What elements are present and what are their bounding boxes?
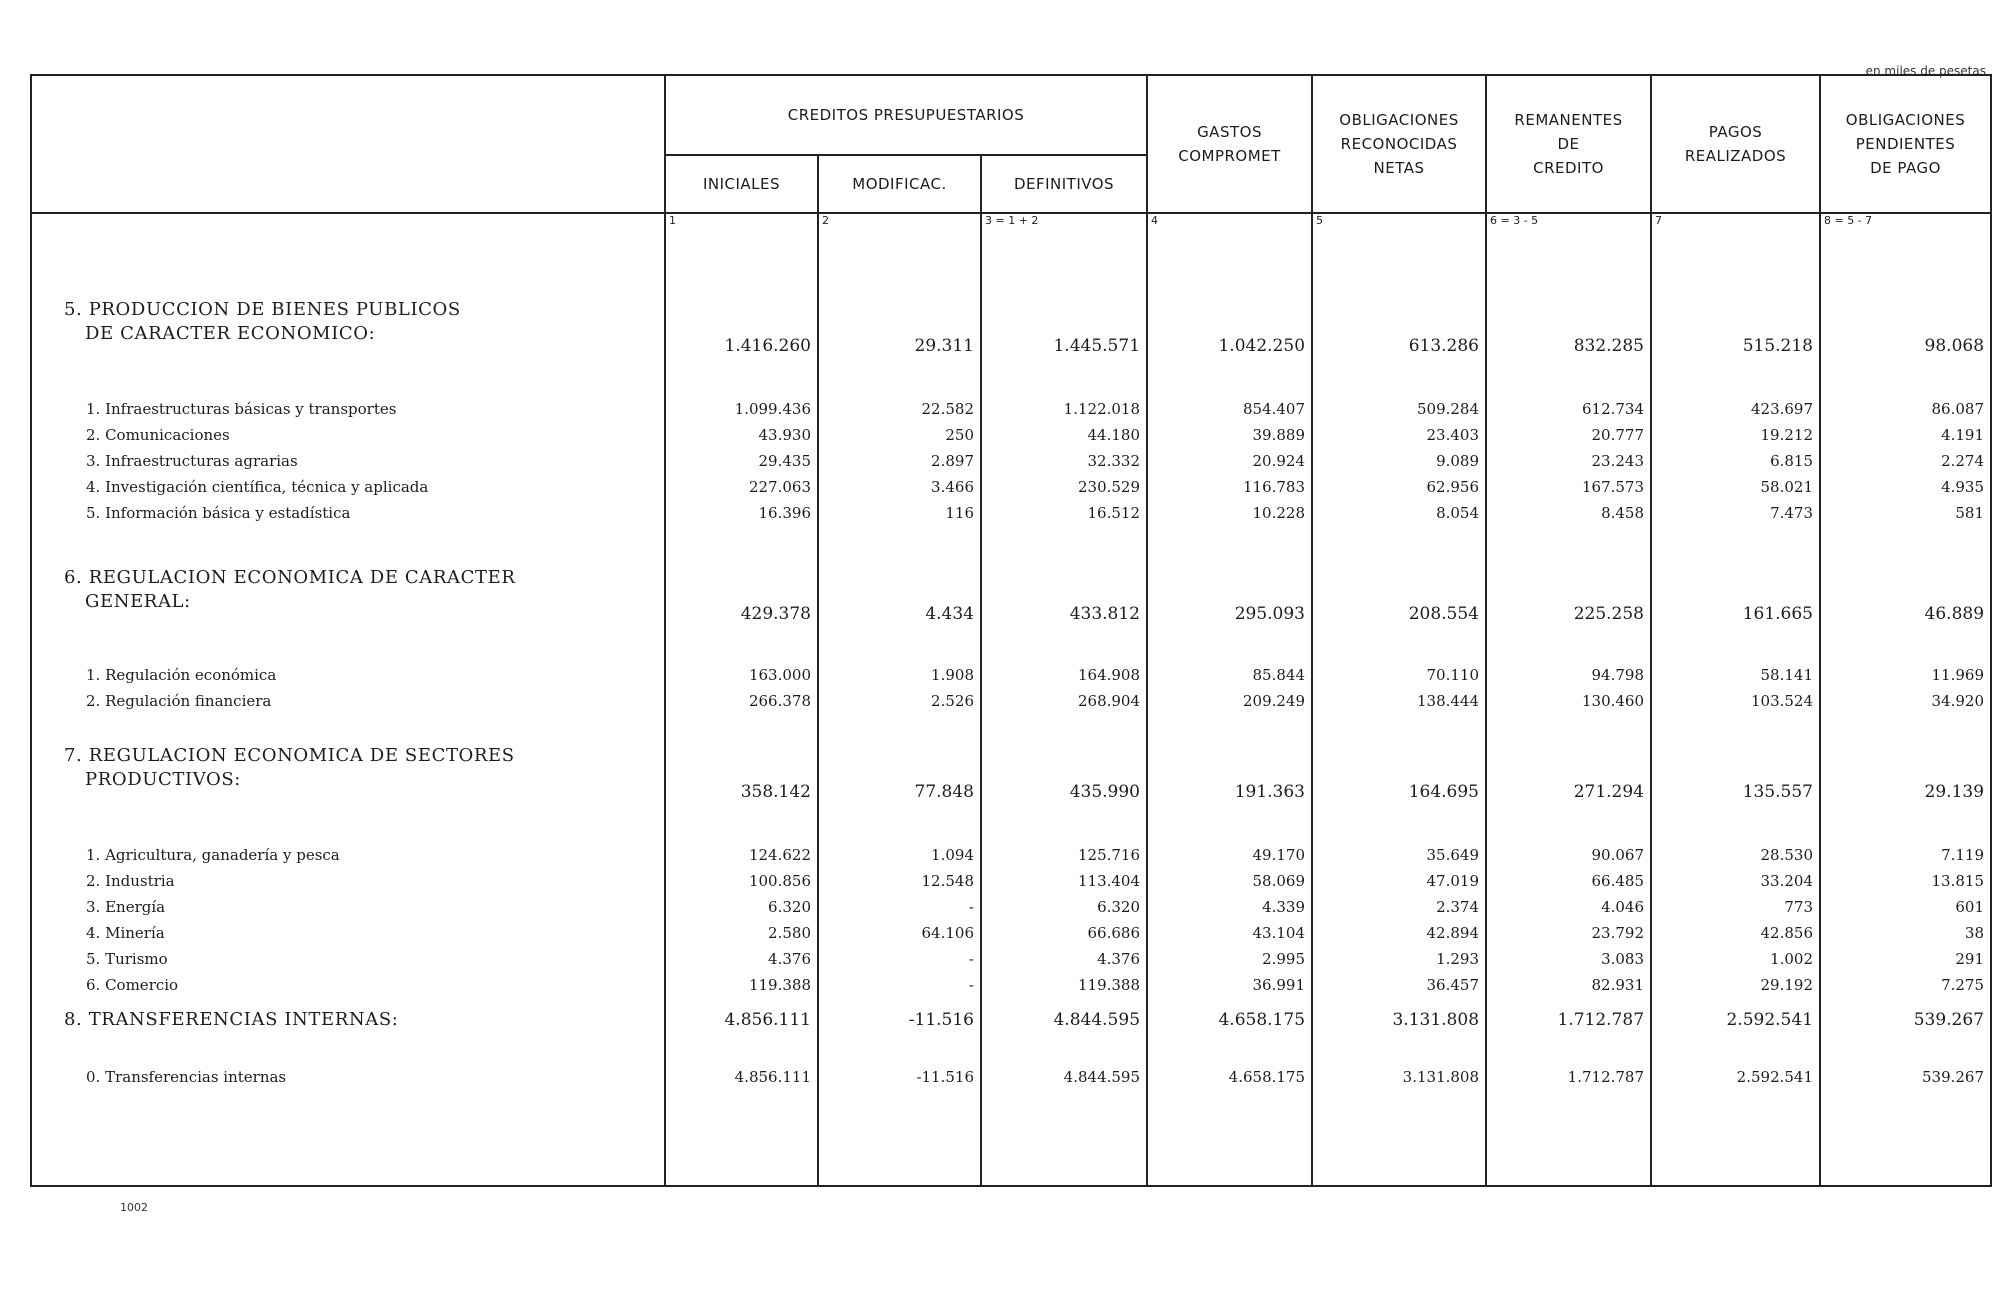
pagos-header: PAGOS REALIZADOS xyxy=(1651,75,1820,213)
item-value: 1.293 xyxy=(1436,950,1480,968)
item-value: - xyxy=(968,976,974,994)
description-column xyxy=(31,232,665,1145)
item-value: 28.530 xyxy=(1760,846,1814,864)
section-total-value: 429.378 xyxy=(740,604,811,624)
section-total-value: 225.258 xyxy=(1573,604,1645,624)
item-value: 4.658.175 xyxy=(1228,1068,1306,1086)
value-column xyxy=(1651,232,1820,1145)
item-value: 85.844 xyxy=(1252,666,1306,684)
modificac-header: MODIFICAC. xyxy=(818,155,981,213)
item-value: 43.104 xyxy=(1252,924,1306,942)
item-value: 266.378 xyxy=(748,692,811,710)
item-value: 6.815 xyxy=(1770,452,1814,470)
budget-body-row xyxy=(31,232,1991,1145)
item-value: 4.376 xyxy=(1097,950,1141,968)
description-header xyxy=(31,75,665,213)
item-value: 116.783 xyxy=(1242,478,1306,496)
item-value: 66.686 xyxy=(1087,924,1141,942)
value-column xyxy=(665,232,818,1145)
item-value: 20.924 xyxy=(1252,452,1306,470)
section-total-value: 164.695 xyxy=(1408,782,1480,802)
item-value: 7.473 xyxy=(1770,504,1814,522)
item-value: 130.460 xyxy=(1581,692,1645,710)
section-total-value: 29.139 xyxy=(1924,782,1985,802)
col-number: 4 xyxy=(1147,213,1312,232)
item-value: 230.529 xyxy=(1077,478,1141,496)
footer-code: 1002 xyxy=(120,1201,148,1214)
value-column xyxy=(818,232,981,1145)
col-number: 3 = 1 + 2 xyxy=(981,213,1147,232)
item-value: 62.956 xyxy=(1426,478,1480,496)
value-column xyxy=(1820,232,1991,1145)
item-value: 16.396 xyxy=(758,504,811,522)
section-title-line: PRODUCTIVOS: xyxy=(85,769,241,790)
item-description: 0. Transferencias internas xyxy=(86,1068,287,1086)
section-total-value: 135.557 xyxy=(1742,782,1814,802)
item-value: 125.716 xyxy=(1077,846,1141,864)
item-description: 2. Regulación financiera xyxy=(86,692,272,710)
item-value: 4.339 xyxy=(1262,898,1306,916)
item-value: 43.930 xyxy=(758,426,811,444)
item-value: - xyxy=(968,898,974,916)
item-value: 612.734 xyxy=(1581,400,1645,418)
item-value: 90.067 xyxy=(1591,846,1645,864)
item-description: 1. Infraestructuras básicas y transportes xyxy=(86,400,397,418)
item-value: 16.512 xyxy=(1087,504,1141,522)
item-value: 3.083 xyxy=(1601,950,1645,968)
iniciales-header: INICIALES xyxy=(665,155,818,213)
section-title xyxy=(32,744,515,792)
item-value: 1.122.018 xyxy=(1063,400,1141,418)
item-value: 1.099.436 xyxy=(734,400,811,418)
item-value: 113.404 xyxy=(1077,872,1141,890)
section-total-value: 98.068 xyxy=(1924,336,1985,356)
item-description: 5. Turismo xyxy=(86,950,168,968)
item-value: 20.777 xyxy=(1591,426,1645,444)
item-value: 8.054 xyxy=(1436,504,1480,522)
item-value: 119.388 xyxy=(748,976,811,994)
item-value: 9.089 xyxy=(1436,452,1480,470)
section-title-line: 5. PRODUCCION DE BIENES PUBLICOS xyxy=(64,299,461,320)
item-value: 103.524 xyxy=(1750,692,1814,710)
item-value: 167.573 xyxy=(1581,478,1645,496)
item-value: 6.320 xyxy=(768,898,811,916)
section-title-line: DE CARACTER ECONOMICO: xyxy=(85,323,376,344)
section-total-value: 191.363 xyxy=(1234,782,1306,802)
item-value: 2.995 xyxy=(1262,950,1306,968)
item-value: 227.063 xyxy=(748,478,811,496)
budget-table xyxy=(30,74,1992,1187)
item-value: 58.141 xyxy=(1760,666,1814,684)
item-value: 23.792 xyxy=(1591,924,1645,942)
section-total-value: 29.311 xyxy=(914,336,974,356)
item-value: 66.485 xyxy=(1591,872,1645,890)
item-value: 34.920 xyxy=(1931,692,1985,710)
section-total-value: 4.856.111 xyxy=(724,1010,811,1030)
section-total-value: 515.218 xyxy=(1742,336,1814,356)
section-title xyxy=(32,298,461,346)
item-value: 138.444 xyxy=(1416,692,1480,710)
section-total-value: 4.844.595 xyxy=(1053,1010,1141,1030)
section-total-value: 208.554 xyxy=(1408,604,1480,624)
section-total-value: 613.286 xyxy=(1408,336,1480,356)
item-value: 36.457 xyxy=(1426,976,1480,994)
definitivos-header: DEFINITIVOS xyxy=(981,155,1147,213)
item-value: 773 xyxy=(1784,898,1814,916)
item-value: 4.376 xyxy=(768,950,811,968)
item-value: 12.548 xyxy=(921,872,974,890)
item-value: 29.192 xyxy=(1760,976,1814,994)
item-value: 70.110 xyxy=(1426,666,1480,684)
section-total-value: 1.416.260 xyxy=(724,336,811,356)
item-value: 33.204 xyxy=(1760,872,1814,890)
col-number: 7 xyxy=(1651,213,1820,232)
item-description: 2. Comunicaciones xyxy=(86,426,230,444)
remanentes-header: REMANENTES DE CREDITO xyxy=(1486,75,1651,213)
item-value: 35.649 xyxy=(1426,846,1480,864)
item-value: 82.931 xyxy=(1591,976,1645,994)
item-value: 8.458 xyxy=(1601,504,1645,522)
col-number: 6 = 3 - 5 xyxy=(1486,213,1651,232)
value-column xyxy=(981,232,1147,1145)
item-value: 100.856 xyxy=(748,872,811,890)
item-value: 58.069 xyxy=(1252,872,1306,890)
section-total-value: 358.142 xyxy=(740,782,811,802)
item-value: 44.180 xyxy=(1087,426,1141,444)
item-value: 1.002 xyxy=(1770,950,1814,968)
col-number-blank xyxy=(31,213,665,232)
item-value: 32.332 xyxy=(1087,452,1141,470)
section-total-value: 46.889 xyxy=(1924,604,1985,624)
col-number: 8 = 5 - 7 xyxy=(1820,213,1991,232)
item-value: 124.622 xyxy=(748,846,811,864)
section-total-value: 4.658.175 xyxy=(1218,1010,1306,1030)
col-number: 1 xyxy=(665,213,818,232)
item-description: 2. Industria xyxy=(86,872,175,890)
creditos-group-header: CREDITOS PRESUPUESTARIOS xyxy=(665,75,1147,155)
section-total-value: 832.285 xyxy=(1573,336,1645,356)
gastos-header: GASTOS COMPROMET xyxy=(1147,75,1312,213)
item-value: 509.284 xyxy=(1416,400,1480,418)
item-value: 23.243 xyxy=(1591,452,1645,470)
item-value: 4.191 xyxy=(1941,426,1985,444)
item-value: 2.897 xyxy=(931,452,974,470)
item-value: 42.894 xyxy=(1426,924,1480,942)
section-title xyxy=(32,1008,398,1032)
item-value: 209.249 xyxy=(1242,692,1306,710)
item-value: 2.374 xyxy=(1436,898,1480,916)
item-value: 7.275 xyxy=(1941,976,1985,994)
item-value: 47.019 xyxy=(1426,872,1480,890)
item-value: 2.592.541 xyxy=(1736,1068,1814,1086)
item-value: 23.403 xyxy=(1426,426,1480,444)
item-description: 1. Agricultura, ganadería y pesca xyxy=(86,846,340,864)
value-column xyxy=(1312,232,1486,1145)
item-value: 49.170 xyxy=(1252,846,1306,864)
section-total-value: 1.445.571 xyxy=(1053,336,1141,356)
section-total-value: 433.812 xyxy=(1069,604,1141,624)
item-description: 5. Información básica y estadística xyxy=(86,504,351,522)
item-value: 10.228 xyxy=(1252,504,1306,522)
item-value: 3.466 xyxy=(931,478,974,496)
item-description: 4. Investigación científica, técnica y aplicada xyxy=(86,478,429,496)
item-value: 163.000 xyxy=(748,666,811,684)
section-total-value: 2.592.541 xyxy=(1726,1010,1814,1030)
item-value: 581 xyxy=(1955,504,1985,522)
item-value: 3.131.808 xyxy=(1402,1068,1480,1086)
pendientes-header: OBLIGACIONES PENDIENTES DE PAGO xyxy=(1820,75,1991,213)
section-total-value: 161.665 xyxy=(1742,604,1814,624)
section-title-line: 8. TRANSFERENCIAS INTERNAS: xyxy=(64,1009,399,1030)
item-value: 29.435 xyxy=(758,452,811,470)
item-value: 4.844.595 xyxy=(1063,1068,1141,1086)
item-value: 36.991 xyxy=(1252,976,1306,994)
item-value: 6.320 xyxy=(1097,898,1141,916)
item-value: 1.094 xyxy=(931,846,974,864)
section-total-value: 539.267 xyxy=(1913,1010,1985,1030)
col-number: 5 xyxy=(1312,213,1486,232)
item-description: 6. Comercio xyxy=(86,976,179,994)
section-title-line: 7. REGULACION ECONOMICA DE SECTORES xyxy=(64,745,515,766)
item-value: 4.935 xyxy=(1941,478,1985,496)
section-total-value: 3.131.808 xyxy=(1392,1010,1480,1030)
value-column xyxy=(1486,232,1651,1145)
section-total-value: 4.434 xyxy=(925,604,974,624)
item-value: 423.697 xyxy=(1750,400,1814,418)
item-value: 13.815 xyxy=(1931,872,1985,890)
item-value: 86.087 xyxy=(1931,400,1985,418)
obligaciones-header: OBLIGACIONES RECONOCIDAS NETAS xyxy=(1312,75,1486,213)
item-value: 2.274 xyxy=(1941,452,1985,470)
item-value: 38 xyxy=(1964,924,1985,942)
col-number: 2 xyxy=(818,213,981,232)
item-value: 164.908 xyxy=(1077,666,1141,684)
item-value: 64.106 xyxy=(921,924,974,942)
section-total-value: 1.042.250 xyxy=(1218,336,1306,356)
item-value: 1.908 xyxy=(931,666,974,684)
item-description: 4. Minería xyxy=(86,924,165,942)
item-value: 7.119 xyxy=(1941,846,1985,864)
item-value: 19.212 xyxy=(1760,426,1814,444)
item-description: 3. Infraestructuras agrarias xyxy=(86,452,298,470)
section-title xyxy=(32,566,516,614)
item-value: 2.580 xyxy=(768,924,811,942)
item-value: 39.889 xyxy=(1252,426,1306,444)
item-value: - xyxy=(968,950,974,968)
table-bottom xyxy=(31,1145,1991,1186)
item-value: 58.021 xyxy=(1760,478,1814,496)
item-value: 4.856.111 xyxy=(734,1068,811,1086)
item-value: 11.969 xyxy=(1931,666,1985,684)
section-total-value: -11.516 xyxy=(908,1010,974,1030)
item-value: 539.267 xyxy=(1921,1068,1985,1086)
section-total-value: 271.294 xyxy=(1573,782,1645,802)
units-note: en miles de pesetas xyxy=(1865,64,1986,78)
item-value: 291 xyxy=(1955,950,1985,968)
item-value: 268.904 xyxy=(1077,692,1141,710)
item-value: 94.798 xyxy=(1591,666,1645,684)
section-title-line: GENERAL: xyxy=(85,591,191,612)
item-value: 4.046 xyxy=(1601,898,1645,916)
section-total-value: 77.848 xyxy=(914,782,974,802)
item-value: 1.712.787 xyxy=(1567,1068,1645,1086)
section-total-value: 1.712.787 xyxy=(1557,1010,1645,1030)
item-description: 3. Energía xyxy=(86,898,166,916)
item-value: -11.516 xyxy=(916,1068,974,1086)
item-value: 854.407 xyxy=(1242,400,1306,418)
item-value: 119.388 xyxy=(1077,976,1141,994)
value-column xyxy=(1147,232,1312,1145)
item-value: 2.526 xyxy=(931,692,974,710)
section-total-value: 295.093 xyxy=(1234,604,1306,624)
item-value: 116 xyxy=(945,504,974,522)
item-description: 1. Regulación económica xyxy=(86,666,277,684)
item-value: 601 xyxy=(1955,898,1985,916)
item-value: 250 xyxy=(945,426,974,444)
item-value: 22.582 xyxy=(921,400,974,418)
section-total-value: 435.990 xyxy=(1069,782,1141,802)
section-title-line: 6. REGULACION ECONOMICA DE CARACTER xyxy=(64,567,516,588)
item-value: 42.856 xyxy=(1760,924,1814,942)
